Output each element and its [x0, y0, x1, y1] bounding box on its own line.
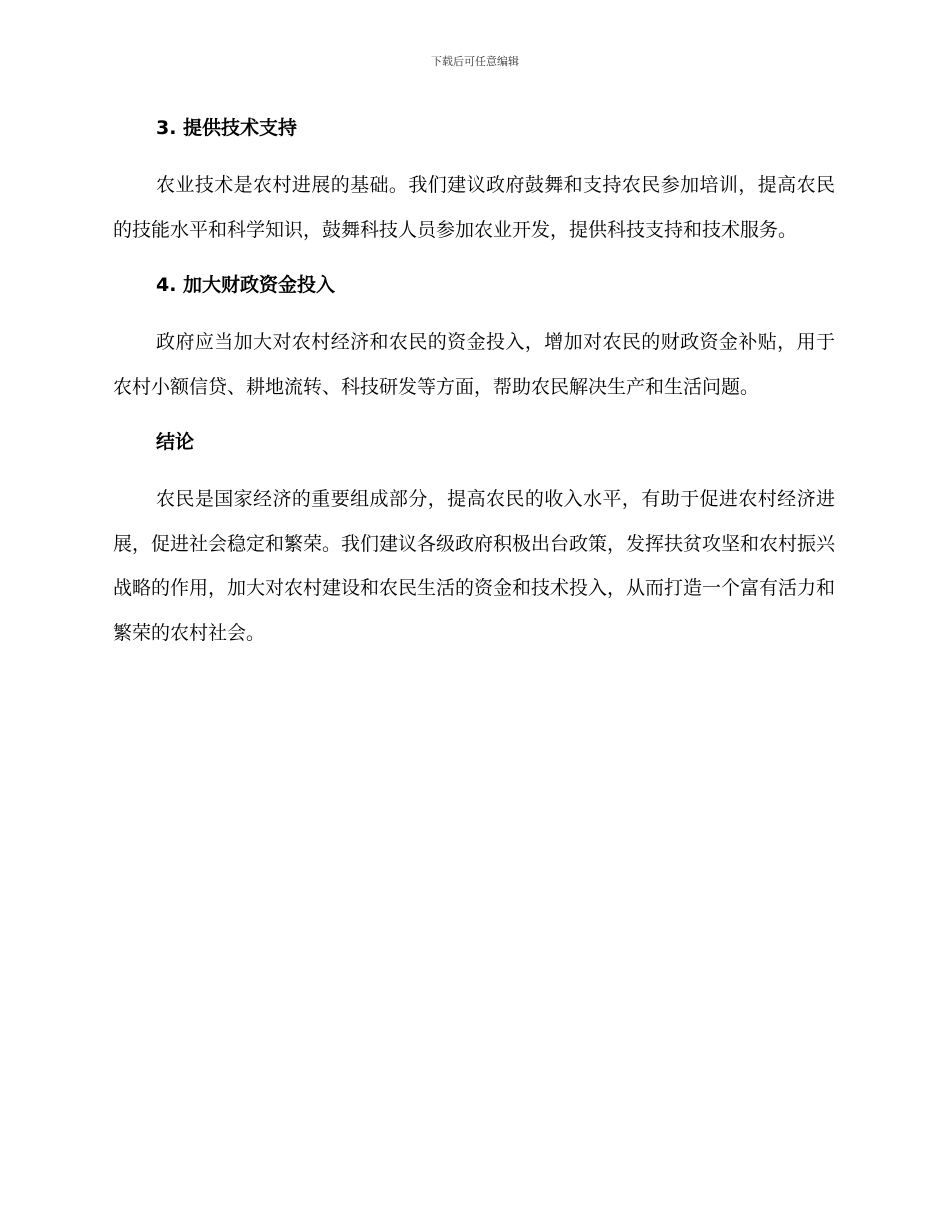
section-paragraph-conclusion: 农民是国家经济的重要组成部分，提高农民的收入水平，有助于促进农村经济进展，促进社会稳定和繁荣。我们建议各级政府积极出台政策，发挥扶贫攻坚和农村振兴战略的作用，加大对农村建设和农民生活的资金和技术投入，从而打造一个富有活力和繁荣的农村社会。	[113, 488, 836, 644]
document-body	[113, 112, 835, 655]
section-heading-fiscal-funding: 4. 加大财政资金投入	[156, 274, 336, 296]
section-paragraph-fiscal-funding: 政府应当加大对农村经济和农民的资金投入，增加对农民的财政资金补贴，用于农村小额信贷、耕地流转、科技研发等方面，帮助农民解决生产和生活问题。	[113, 331, 835, 398]
section-heading-tech-support: 3. 提供技术支持	[156, 117, 298, 139]
section-paragraph-tech-support: 农业技术是农村进展的基础。我们建议政府鼓舞和支持农民参加培训，提高农民的技能水平和科学知识，鼓舞科技人员参加农业开发，提供科技支持和技术服务。	[113, 174, 835, 241]
page-header: 下载后可任意编辑	[431, 55, 519, 68]
section-heading-conclusion: 结论	[156, 431, 195, 453]
